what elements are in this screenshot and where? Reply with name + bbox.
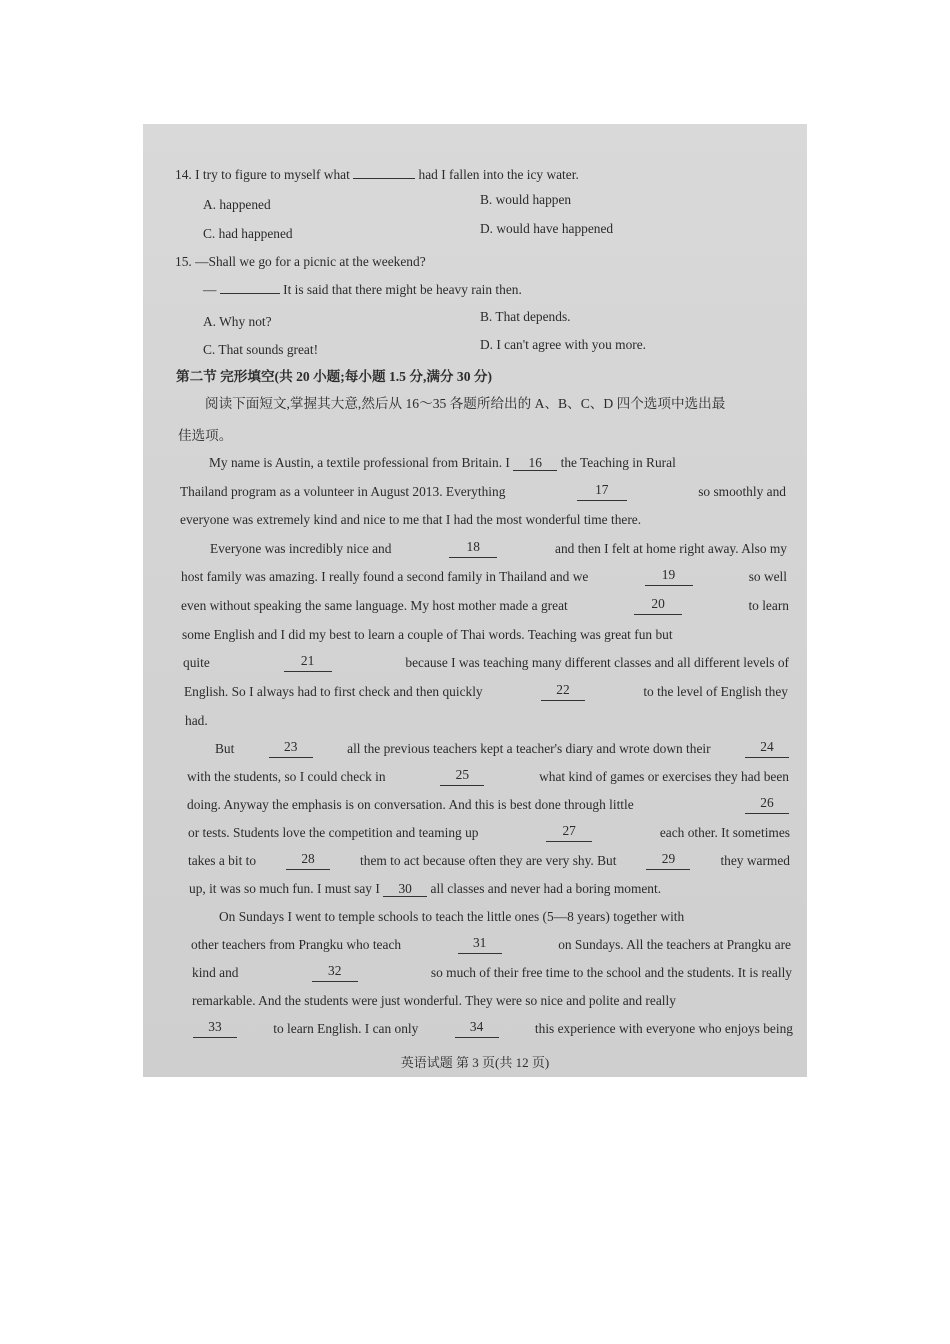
- cloze-blank-28: 28: [286, 852, 330, 870]
- passage-text: kind and: [192, 965, 239, 980]
- passage-text: so well: [748, 569, 787, 584]
- question-number: 14.: [175, 167, 192, 182]
- cloze-blank-31: 31: [458, 936, 502, 954]
- cloze-blank-17: 17: [577, 483, 627, 501]
- cloze-blank-32: 32: [312, 964, 358, 982]
- option-a: A. happened: [203, 197, 271, 212]
- passage-text: quite: [183, 655, 210, 670]
- passage-text: up, it was so much fun. I must say I: [189, 881, 380, 896]
- answer-blank: [220, 293, 280, 294]
- option-b: B. would happen: [480, 192, 572, 207]
- passage-line: [180, 483, 786, 501]
- question-text: had I fallen into the icy water.: [418, 167, 579, 182]
- passage-text: what kind of games or exercises they had been: [539, 769, 789, 784]
- question-14: [175, 166, 579, 184]
- passage-text: host family was amazing. I really found a second family in Thailand and we: [181, 569, 589, 584]
- question-number: 15.: [175, 254, 192, 269]
- passage-line: [188, 824, 790, 842]
- option-a: A. Why not?: [203, 314, 272, 329]
- section-instruction: 阅读下面短文,掌握其大意,然后从 16～35 各题所给出的 A、B、C、D 四个选项中选出最: [205, 396, 726, 411]
- passage-line: [210, 540, 787, 558]
- passage-line: some English and I did my best to learn a couple of Thai words. Teaching was great fun but: [182, 627, 673, 642]
- passage-line: [209, 454, 676, 472]
- cloze-blank-25: 25: [440, 768, 484, 786]
- passage-text: to the level of English they: [643, 684, 788, 699]
- passage-line: [187, 796, 789, 814]
- question-text: It is said that there might be heavy rain then.: [283, 282, 522, 297]
- section-heading: 第二节 完形填空(共 20 小题;每小题 1.5 分,满分 30 分): [176, 369, 493, 384]
- question-15: [175, 253, 426, 271]
- passage-line: [187, 768, 789, 786]
- cloze-blank-22: 22: [541, 683, 585, 701]
- passage-text: they warmed: [720, 853, 790, 868]
- option-b: B. That depends.: [480, 309, 571, 324]
- passage-line: [189, 880, 661, 898]
- cloze-blank-16: 16: [513, 456, 557, 471]
- passage-text: even without speaking the same language. My host mother made a great: [181, 598, 568, 613]
- passage-line: [183, 654, 789, 672]
- passage-text: so much of their free time to the school and the students. It is really: [430, 965, 792, 980]
- cloze-blank-30: 30: [383, 882, 427, 897]
- question-text: I try to figure to myself what: [195, 167, 350, 182]
- passage-line: [181, 568, 787, 586]
- cloze-blank-33: 33: [193, 1020, 237, 1038]
- question-15-reply: [203, 281, 522, 299]
- passage-line: On Sundays I went to temple schools to teach the little ones (5—8 years) together with: [219, 909, 685, 924]
- dash: —: [203, 282, 217, 297]
- passage-text: to learn: [748, 598, 789, 613]
- passage-text: on Sundays. All the teachers at Prangku are: [558, 937, 791, 952]
- answer-blank: [353, 178, 415, 179]
- passage-text: so smoothly and: [698, 484, 786, 499]
- cloze-blank-20: 20: [634, 597, 682, 615]
- cloze-blank-27: 27: [546, 824, 592, 842]
- cloze-blank-19: 19: [645, 568, 693, 586]
- passage-line: [184, 683, 788, 701]
- passage-text: other teachers from Prangku who teach: [191, 937, 402, 952]
- passage-line: remarkable. And the students were just wonderful. They were so nice and polite and really: [192, 993, 676, 1008]
- cloze-blank-23: 23: [269, 740, 313, 758]
- passage-text: Everyone was incredibly nice and: [210, 541, 392, 556]
- passage-text: all the previous teachers kept a teacher's diary and wrote down their: [347, 741, 711, 756]
- passage-line: [181, 597, 789, 615]
- question-text: —Shall we go for a picnic at the weekend?: [195, 254, 426, 269]
- cloze-blank-34: 34: [455, 1020, 499, 1038]
- cloze-blank-26: 26: [745, 796, 789, 814]
- page-footer: 英语试题 第 3 页(共 12 页): [400, 1055, 550, 1070]
- section-instruction: 佳选项。: [178, 428, 233, 443]
- passage-text: takes a bit to: [188, 853, 257, 868]
- passage-text: each other. It sometimes: [659, 825, 790, 840]
- passage-text: English. So I always had to first check and then quickly: [184, 684, 483, 699]
- option-d: D. would have happened: [480, 221, 614, 236]
- option-c: C. had happened: [203, 226, 293, 241]
- passage-line: [191, 936, 791, 954]
- cloze-blank-24: 24: [745, 740, 789, 758]
- passage-text: because I was teaching many different classes and all different levels of: [405, 655, 789, 670]
- passage-text: and then I felt at home right away. Also my: [555, 541, 787, 556]
- exam-page: [143, 124, 807, 1077]
- passage-text: Thailand program as a volunteer in August 2013. Everything: [180, 484, 506, 499]
- option-c: C. That sounds great!: [203, 342, 319, 357]
- passage-line: [188, 852, 790, 870]
- passage-line: [193, 1020, 793, 1038]
- passage-text: the Teaching in Rural: [560, 455, 676, 470]
- passage-text: But: [215, 741, 235, 756]
- passage-line: had.: [185, 713, 208, 728]
- cloze-blank-29: 29: [646, 852, 690, 870]
- passage-line: everyone was extremely kind and nice to me that I had the most wonderful time there.: [180, 512, 642, 527]
- option-d: D. I can't agree with you more.: [480, 337, 647, 352]
- cloze-blank-18: 18: [449, 540, 497, 558]
- passage-text: all classes and never had a boring moment.: [430, 881, 662, 896]
- passage-line: [192, 964, 792, 982]
- passage-text: or tests. Students love the competition and teaming up: [188, 825, 479, 840]
- passage-text: this experience with everyone who enjoys being: [534, 1021, 793, 1036]
- passage-text: them to act because often they are very shy. But: [360, 853, 617, 868]
- cloze-blank-21: 21: [284, 654, 332, 672]
- passage-line: [215, 740, 789, 758]
- passage-text: with the students, so I could check in: [187, 769, 386, 784]
- passage-text: doing. Anyway the emphasis is on conversation. And this is best done through little: [187, 797, 634, 812]
- passage-text: to learn English. I can only: [273, 1021, 419, 1036]
- passage-text: My name is Austin, a textile professional from Britain. I: [209, 455, 510, 470]
